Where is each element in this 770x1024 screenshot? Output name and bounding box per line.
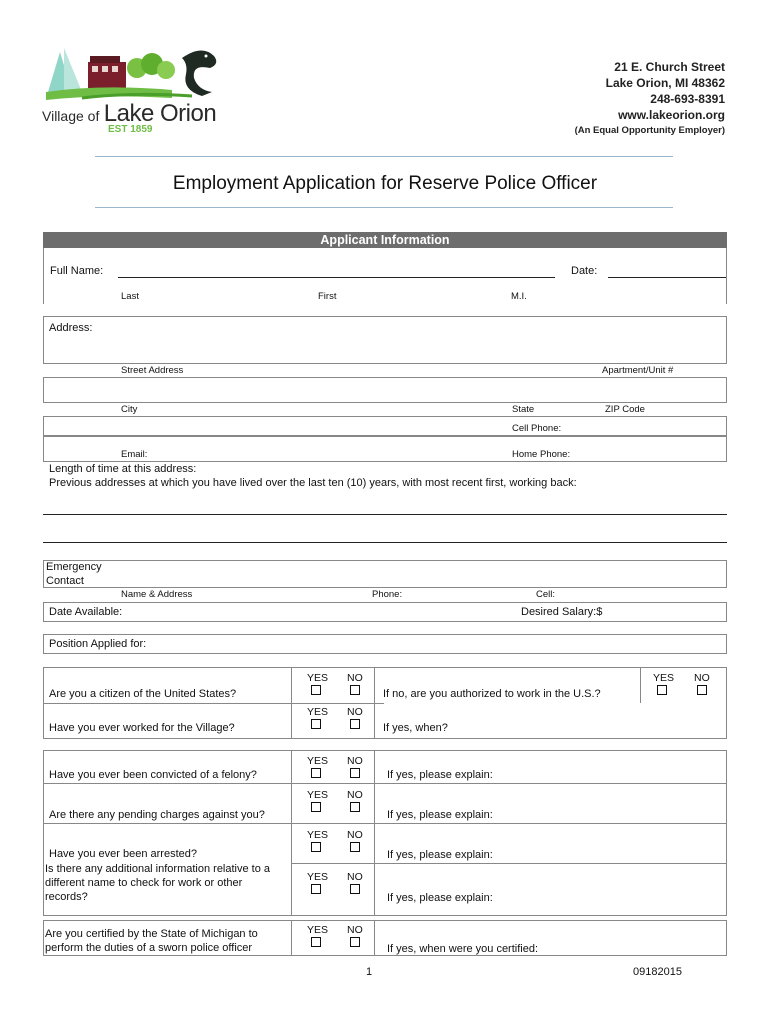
certified-no-checkbox[interactable] <box>350 937 360 947</box>
row-divider <box>291 863 727 864</box>
col-divider <box>374 750 375 916</box>
form-code: 09182015 <box>633 966 682 978</box>
question-additional-2: different name to check for work or other <box>45 877 243 889</box>
yes-label: YES <box>307 672 329 684</box>
logo-prefix: Village of <box>42 108 100 124</box>
first-sublabel: First <box>318 291 337 302</box>
no-label: NO <box>347 924 363 936</box>
question-worked-village: Have you ever worked for the Village? <box>49 722 235 734</box>
date-available-label: Date Available: <box>49 606 123 618</box>
arrested-explain-label: If yes, please explain: <box>387 849 493 861</box>
question-arrested: Have you ever been arrested? <box>49 848 197 860</box>
emergency-label-2: Contact <box>46 575 84 587</box>
phone-sublabel: Phone: <box>372 589 403 600</box>
question-certified-1: Are you certified by the State of Michigan to <box>45 928 258 940</box>
email-label: Email: <box>121 449 148 460</box>
worked-village-yes-checkbox[interactable] <box>311 719 321 729</box>
title-rule-top <box>95 156 673 157</box>
yes-label: YES <box>307 924 329 936</box>
apt-sublabel: Apartment/Unit # <box>602 365 674 376</box>
yes-label: YES <box>307 706 329 718</box>
col-divider <box>291 667 292 739</box>
citizen-yes-checkbox[interactable] <box>311 685 321 695</box>
position-applied-label: Position Applied for: <box>49 638 147 650</box>
street-sublabel: Street Address <box>121 365 184 376</box>
no-label: NO <box>347 672 363 684</box>
additional-no-checkbox[interactable] <box>350 884 360 894</box>
authorized-yes-checkbox[interactable] <box>657 685 667 695</box>
no-label: NO <box>347 706 363 718</box>
cell-phone-label: Cell Phone: <box>512 423 562 434</box>
section-header <box>43 232 727 248</box>
yes-label: YES <box>653 672 675 684</box>
logo-main: Lake Orion <box>103 100 217 127</box>
certified-yes-checkbox[interactable] <box>311 937 321 947</box>
logo-est: EST 1859 <box>108 124 153 135</box>
worked-village-no-checkbox[interactable] <box>350 719 360 729</box>
previous-addresses-label: Previous addresses at which you have lived over the last ten (10) years, with most recent first, working back: <box>49 477 577 489</box>
felony-no-checkbox[interactable] <box>350 768 360 778</box>
authorized-no-checkbox[interactable] <box>697 685 707 695</box>
col-divider <box>291 750 292 916</box>
felony-explain-label: If yes, please explain: <box>387 769 493 781</box>
address-phone: 248-693-8391 <box>650 92 725 106</box>
title-rule-bottom <box>95 207 673 208</box>
yes-label: YES <box>307 871 329 883</box>
previous-address-line-2[interactable] <box>43 542 727 543</box>
zip-sublabel: ZIP Code <box>605 404 645 415</box>
col-divider <box>374 920 375 956</box>
full-name-label: Full Name: <box>50 265 104 277</box>
city-sublabel: City <box>121 404 138 415</box>
question-additional-1: Is there any additional information relative to a <box>45 863 271 875</box>
name-address-sublabel: Name & Address <box>121 589 193 600</box>
question-additional-3: records? <box>45 891 88 903</box>
eoe-note: (An Equal Opportunity Employer) <box>574 125 725 136</box>
col-divider <box>640 667 641 703</box>
length-of-time-label: Length of time at this address: <box>49 463 197 475</box>
citizen-no-checkbox[interactable] <box>350 685 360 695</box>
state-sublabel: State <box>512 404 535 415</box>
arrested-yes-checkbox[interactable] <box>311 842 321 852</box>
logo-graphic <box>42 44 227 104</box>
last-sublabel: Last <box>121 291 139 302</box>
address-box[interactable] <box>43 316 727 364</box>
date-salary-row[interactable] <box>43 602 727 622</box>
address-street: 21 E. Church Street <box>614 60 725 74</box>
address-label: Address: <box>49 322 93 334</box>
section-header-label: Applicant Information <box>320 233 450 247</box>
question-certified-2: perform the duties of a sworn police officer <box>45 942 253 954</box>
no-label: NO <box>347 789 363 801</box>
city-field[interactable] <box>43 377 727 403</box>
question-citizen: Are you a citizen of the United States? <box>49 688 237 700</box>
pending-explain-label: If yes, please explain: <box>387 809 493 821</box>
no-label: NO <box>347 755 363 767</box>
yes-label: YES <box>307 789 329 801</box>
date-label: Date: <box>571 265 598 277</box>
village-logo <box>42 44 227 136</box>
full-name-field[interactable] <box>118 277 555 278</box>
if-yes-when-label: If yes, when? <box>383 722 448 734</box>
row-divider <box>43 703 384 704</box>
cell-phone-field[interactable] <box>43 416 727 436</box>
row-divider <box>43 783 727 784</box>
pending-yes-checkbox[interactable] <box>311 802 321 812</box>
page-number: 1 <box>366 966 373 978</box>
emergency-label-1: Emergency <box>46 561 102 573</box>
address-city: Lake Orion, MI 48362 <box>605 76 725 90</box>
home-phone-label: Home Phone: <box>512 449 571 460</box>
date-field[interactable] <box>608 277 726 278</box>
col-divider <box>291 920 292 956</box>
desired-salary-label: Desired Salary:$ <box>521 606 603 618</box>
cell-sublabel: Cell: <box>536 589 556 600</box>
arrested-no-checkbox[interactable] <box>350 842 360 852</box>
row-divider <box>43 823 727 824</box>
page-title: Employment Application for Reserve Police Officer <box>172 173 598 194</box>
no-label: NO <box>347 871 363 883</box>
additional-explain-label: If yes, please explain: <box>387 892 493 904</box>
felony-yes-checkbox[interactable] <box>311 768 321 778</box>
previous-address-line-1[interactable] <box>43 514 727 515</box>
no-label: NO <box>694 672 710 684</box>
address-website[interactable]: www.lakeorion.org <box>618 108 725 122</box>
full-name-row <box>43 248 727 304</box>
col-divider <box>374 667 375 739</box>
yes-label: YES <box>307 829 329 841</box>
no-label: NO <box>347 829 363 841</box>
yes-label: YES <box>307 755 329 767</box>
mi-sublabel: M.I. <box>511 291 527 302</box>
question-felony: Have you ever been convicted of a felony? <box>49 769 257 781</box>
question-authorized: If no, are you authorized to work in the U.S.? <box>383 688 601 700</box>
pending-no-checkbox[interactable] <box>350 802 360 812</box>
certified-when-label: If yes, when were you certified: <box>387 943 539 955</box>
additional-yes-checkbox[interactable] <box>311 884 321 894</box>
question-pending: Are there any pending charges against you? <box>49 809 265 821</box>
emergency-contact-box[interactable] <box>43 560 727 588</box>
